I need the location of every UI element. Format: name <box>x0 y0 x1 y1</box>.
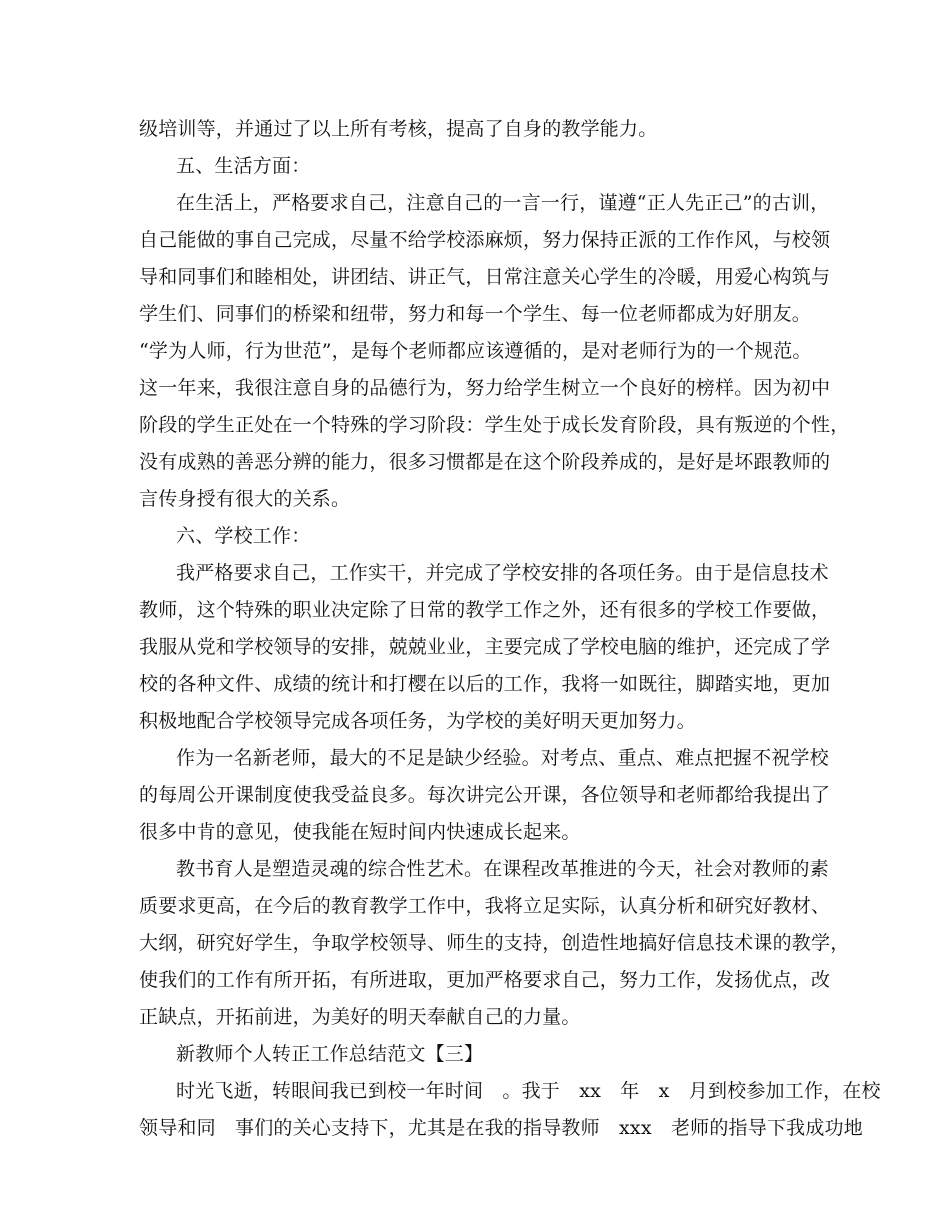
text-line: 级培训等，并通过了以上所有考核，提高了自身的教学能力。 <box>139 118 658 140</box>
text-line: 在生活上，严格要求自己，注意自己的一言一行，谨遵“正人先正己”的古训， <box>176 192 830 214</box>
text-line: 的每周公开课制度使我受益良多。每次讲完公开课，各位领导和老师都给我提出了 <box>139 784 831 806</box>
text-line: 校的各种文件、成绩的统计和打樱在以后的工作，我将一如既往，脚踏实地，更加 <box>139 673 831 695</box>
text-line: 作为一名新老师，最大的不足是缺少经验。对考点、重点、难点把握不祝学校 <box>176 747 829 769</box>
text-line: 学生们、同事们的桥梁和纽带，努力和每一个学生、每一位老师都成为好朋友。 <box>139 303 812 325</box>
text-line: 积极地配合学校领导完成各项任务，为学校的美好明天更加努力。 <box>139 710 696 732</box>
text-line: 教书育人是塑造灵魂的综合性艺术。在课程改革推进的今天，社会对教师的素 <box>176 858 829 880</box>
text-line: 质要求更高，在今后的教育教学工作中，我将立足实际，认真分析和研究好教材、 <box>139 895 831 917</box>
text-line: 没有成熟的善恶分辨的能力，很多习惯都是在这个阶段养成的，是好是坏跟教师的 <box>139 451 831 473</box>
article-title: 新教师个人转正工作总结范文【三】 <box>176 1043 484 1065</box>
text-line: 使我们的工作有所开拓，有所进取，更加严格要求自己，努力工作，发扬优点，改 <box>139 969 831 991</box>
text-line: 导和同事们和睦相处，讲团结、讲正气，日常注意关心学生的冷暖，用爱心构筑与 <box>139 266 831 288</box>
text-line: 时光飞逝，转眼间我已到校一年时间 。我于 xx 年 x 月到校参加工作，在校 <box>176 1080 881 1102</box>
text-line: 很多中肯的意见，使我能在短时间内快速成长起来。 <box>139 821 581 843</box>
section-heading-life: 五、生活方面： <box>176 155 311 177</box>
text-line: 自己能做的事自己完成，尽量不给学校添麻烦，努力保持正派的工作作风，与校领 <box>139 229 831 251</box>
text-line: 正缺点，开拓前进，为美好的明天奉献自己的力量。 <box>139 1006 581 1028</box>
text-line: 我严格要求自己，工作实干，并完成了学校安排的各项任务。由于是信息技术 <box>176 562 829 584</box>
text-line: 教师，这个特殊的职业决定除了日常的教学工作之外，还有很多的学校工作要做， <box>139 599 831 621</box>
text-line: 大纲，研究好学生，争取学校领导、师生的支持，创造性地搞好信息技术课的教学， <box>139 932 850 954</box>
text-line: 言传身授有很大的关系。 <box>139 488 351 510</box>
text-line: 领导和同 事们的关心支持下，尤其是在我的指导教师 xxx 老师的指导下我成功地 <box>139 1117 863 1139</box>
text-line: “学为人师，行为世范”，是每个老师都应该遵循的，是对老师行为的一个规范。 <box>139 340 812 362</box>
section-heading-school-work: 六、学校工作： <box>176 525 311 547</box>
text-line: 这一年来，我很注意自身的品德行为，努力给学生树立一个良好的榜样。因为初中 <box>139 377 831 399</box>
text-line: 阶段的学生正处在一个特殊的学习阶段：学生处于成长发育阶段，具有叛逆的个性， <box>139 414 850 436</box>
text-line: 我服从党和学校领导的安排，兢兢业业，主要完成了学校电脑的维护，还完成了学 <box>139 636 831 658</box>
